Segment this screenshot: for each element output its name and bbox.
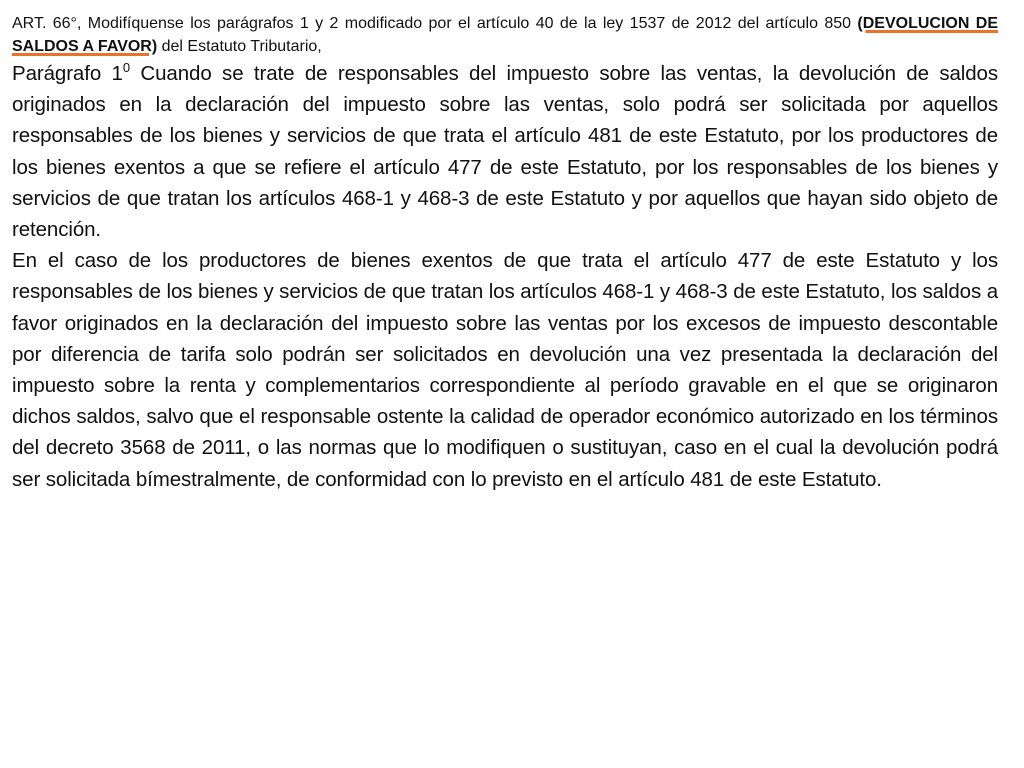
paragraph-1-superscript: 0 [122,60,130,76]
heading-text-end: del Estatuto Tributario, [157,38,322,55]
paragraph-1 [12,58,998,245]
heading-highlight: (DEVOLUCION DE SALDOS A FAVOR) [12,15,999,55]
slide-content [12,12,998,495]
article-heading [12,12,998,58]
paragraph-1-text: Cuando se trate de responsables del impuesto sobre las ventas, la devolución de saldos originados en la declaración del impuesto sobre las ventas, solo podrá ser solicitada por aquellos responsables de los bienes y servicios de que trata el artículo 481 de este Estatuto, por los productores de los bienes exentos a que se refiere el artículo 477 de este Estatuto, por los responsables de los bienes y servicios de que tratan los artículos 468-1 y 468-3 de este Estatuto y por aquellos que hayan sido objeto de retención. [12,62,998,242]
paragraph-2-text: En el caso de los productores de bienes exentos de que trata el artículo 477 de este Estatuto y los responsables de los bienes y servicios de que tratan los artículos 468-1 y 468-3 de este Estatuto, los saldos a favor originados en la declaración del impuesto sobre las ventas por los excesos de impuesto descontable por diferencia de tarifa solo podrán ser solicitados en devolución una vez presentada la declaración del impuesto sobre la renta y complementarios correspondiente al período gravable en el que se originaron dichos saldos, salvo que el responsable ostente la calidad de operador económico autorizado en los términos del decreto 3568 de 2011, o las normas que lo modifiquen o sustituyan, caso en el cual la devolución podrá ser solicitada bímestralmente, de conformidad con lo previsto en el artículo 481 de este Estatuto. [12,249,999,491]
paragraph-1-label: Parágrafo 1 [12,62,123,85]
paragraph-2 [12,245,998,495]
heading-text-start: ART. 66°, Modifíquense los parágrafos 1 y 2 modificado por el artículo 40 de la ley 1537 de 2012 del artículo 850 [12,15,858,32]
